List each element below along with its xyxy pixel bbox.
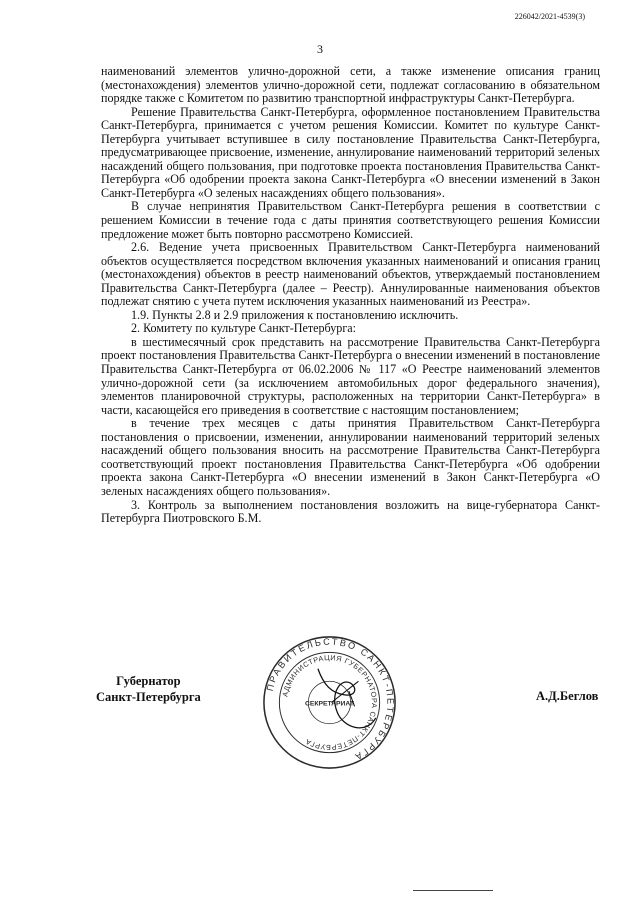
signatory-title: [96, 673, 201, 705]
body-paragraph: В случае непринятия Правительством Санкт-Петербурга решения в соответствии с решением Комиссии в течение года с даты принятия соответствующего решения Комиссии предложение может быть повторно рассмотрено Комиссией.: [101, 199, 600, 241]
official-seal-stamp: [262, 635, 397, 770]
body-paragraph: 2. Комитету по культуре Санкт-Петербурга:: [131, 321, 357, 336]
footer-rule: [413, 890, 493, 891]
seal-inner-text: АДМИНИСТРАЦИЯ ГУБЕРНАТОРА САНКТ-ПЕТЕРБУРГА: [280, 652, 379, 752]
signatory-name: А.Д.Беглов: [536, 689, 599, 703]
body-paragraph: 2.6. Ведение учета присвоенных Правительством Санкт-Петербурга наименований объектов осуществляется посредством включения указанных наименований и описания границ (местонахождения) объектов в реестр наименований объектов, утверждаемый постановлением Правительства Санкт-Петербурга (далее – Реестр). Аннулированные наименования объектов подлежат снятию с учета путем исключения указанных наименований из Реестра».: [101, 240, 600, 309]
body-paragraph: наименований элементов улично-дорожной сети, а также изменение описания границ (местонахождения) элементов улично-дорожной сети, подлежат согласованию в обязательном порядке также с Комитетом по развитию транспортной инфраструктуры Санкт-Петербурга.: [101, 64, 600, 106]
page-number: 3: [317, 42, 323, 56]
document-registration-number: 226042/2021-4539(3): [514, 12, 585, 21]
body-paragraph: 3. Контроль за выполнением постановления возложить на вице-губернатора Санкт-Петербурга Пиотровского Б.М.: [101, 497, 600, 526]
body-paragraph: 1.9. Пункты 2.8 и 2.9 приложения к постановлению исключить.: [131, 307, 459, 322]
seal-center-text: СЕКРЕТАРИАТ: [304, 700, 355, 708]
document-body: [101, 65, 600, 526]
seal-outer-text: ПРАВИТЕЛЬСТВО САНКТ-ПЕТЕРБУРГА: [264, 636, 396, 763]
body-paragraph: в течение трех месяцев с даты принятия Правительством Санкт-Петербурга постановления о присвоении, изменении, аннулировании наименований территорий зеленых насаждений общего пользования вносить на рассмотрение Правительства Санкт-Петербурга соответствующий проект постановления Правительства Санкт-Петербурга «Об одобрении проекта закона Санкт-Петербурга «О внесении изменений в Закон Санкт-Петербурга «О зеленых насаждениях общего пользования».: [101, 416, 600, 498]
signatory-title-line2: Санкт-Петербурга: [96, 690, 201, 704]
body-paragraph: Решение Правительства Санкт-Петербурга, оформленное постановлением Правительства Санкт-Петербурга, принимается с учетом решения Комиссии. Комитет по культуре Санкт-Петербурга учитывает вступившее в силу постановление Правительства Санкт-Петербурга, предусматривающее присвоение, изменение, аннулирование наименований территорий зеленых насаждений общего пользования, при подготовке проекта постановления Правительства Санкт-Петербурга «Об одобрении проекта закона Санкт-Петербурга «О внесении изменений в Закон Санкт-Петербурга «О зеленых насаждениях общего пользования».: [101, 104, 600, 200]
body-paragraph: в шестимесячный срок представить на рассмотрение Правительства Санкт-Петербурга проект постановления Правительства Санкт-Петербурга о внесении изменений в постановление Правительства Санкт-Петербурга от 06.02.2006 № 117 «О Реестре наименований элементов улично-дорожной сети (за исключением автомобильных дорог федерального значения), элементов планировочной структуры, расположенных на территории Санкт-Петербурга» в части, касающейся его приведения в соответствие с настоящим постановлением;: [101, 334, 600, 417]
signatory-title-line1: Губернатор: [116, 674, 181, 688]
